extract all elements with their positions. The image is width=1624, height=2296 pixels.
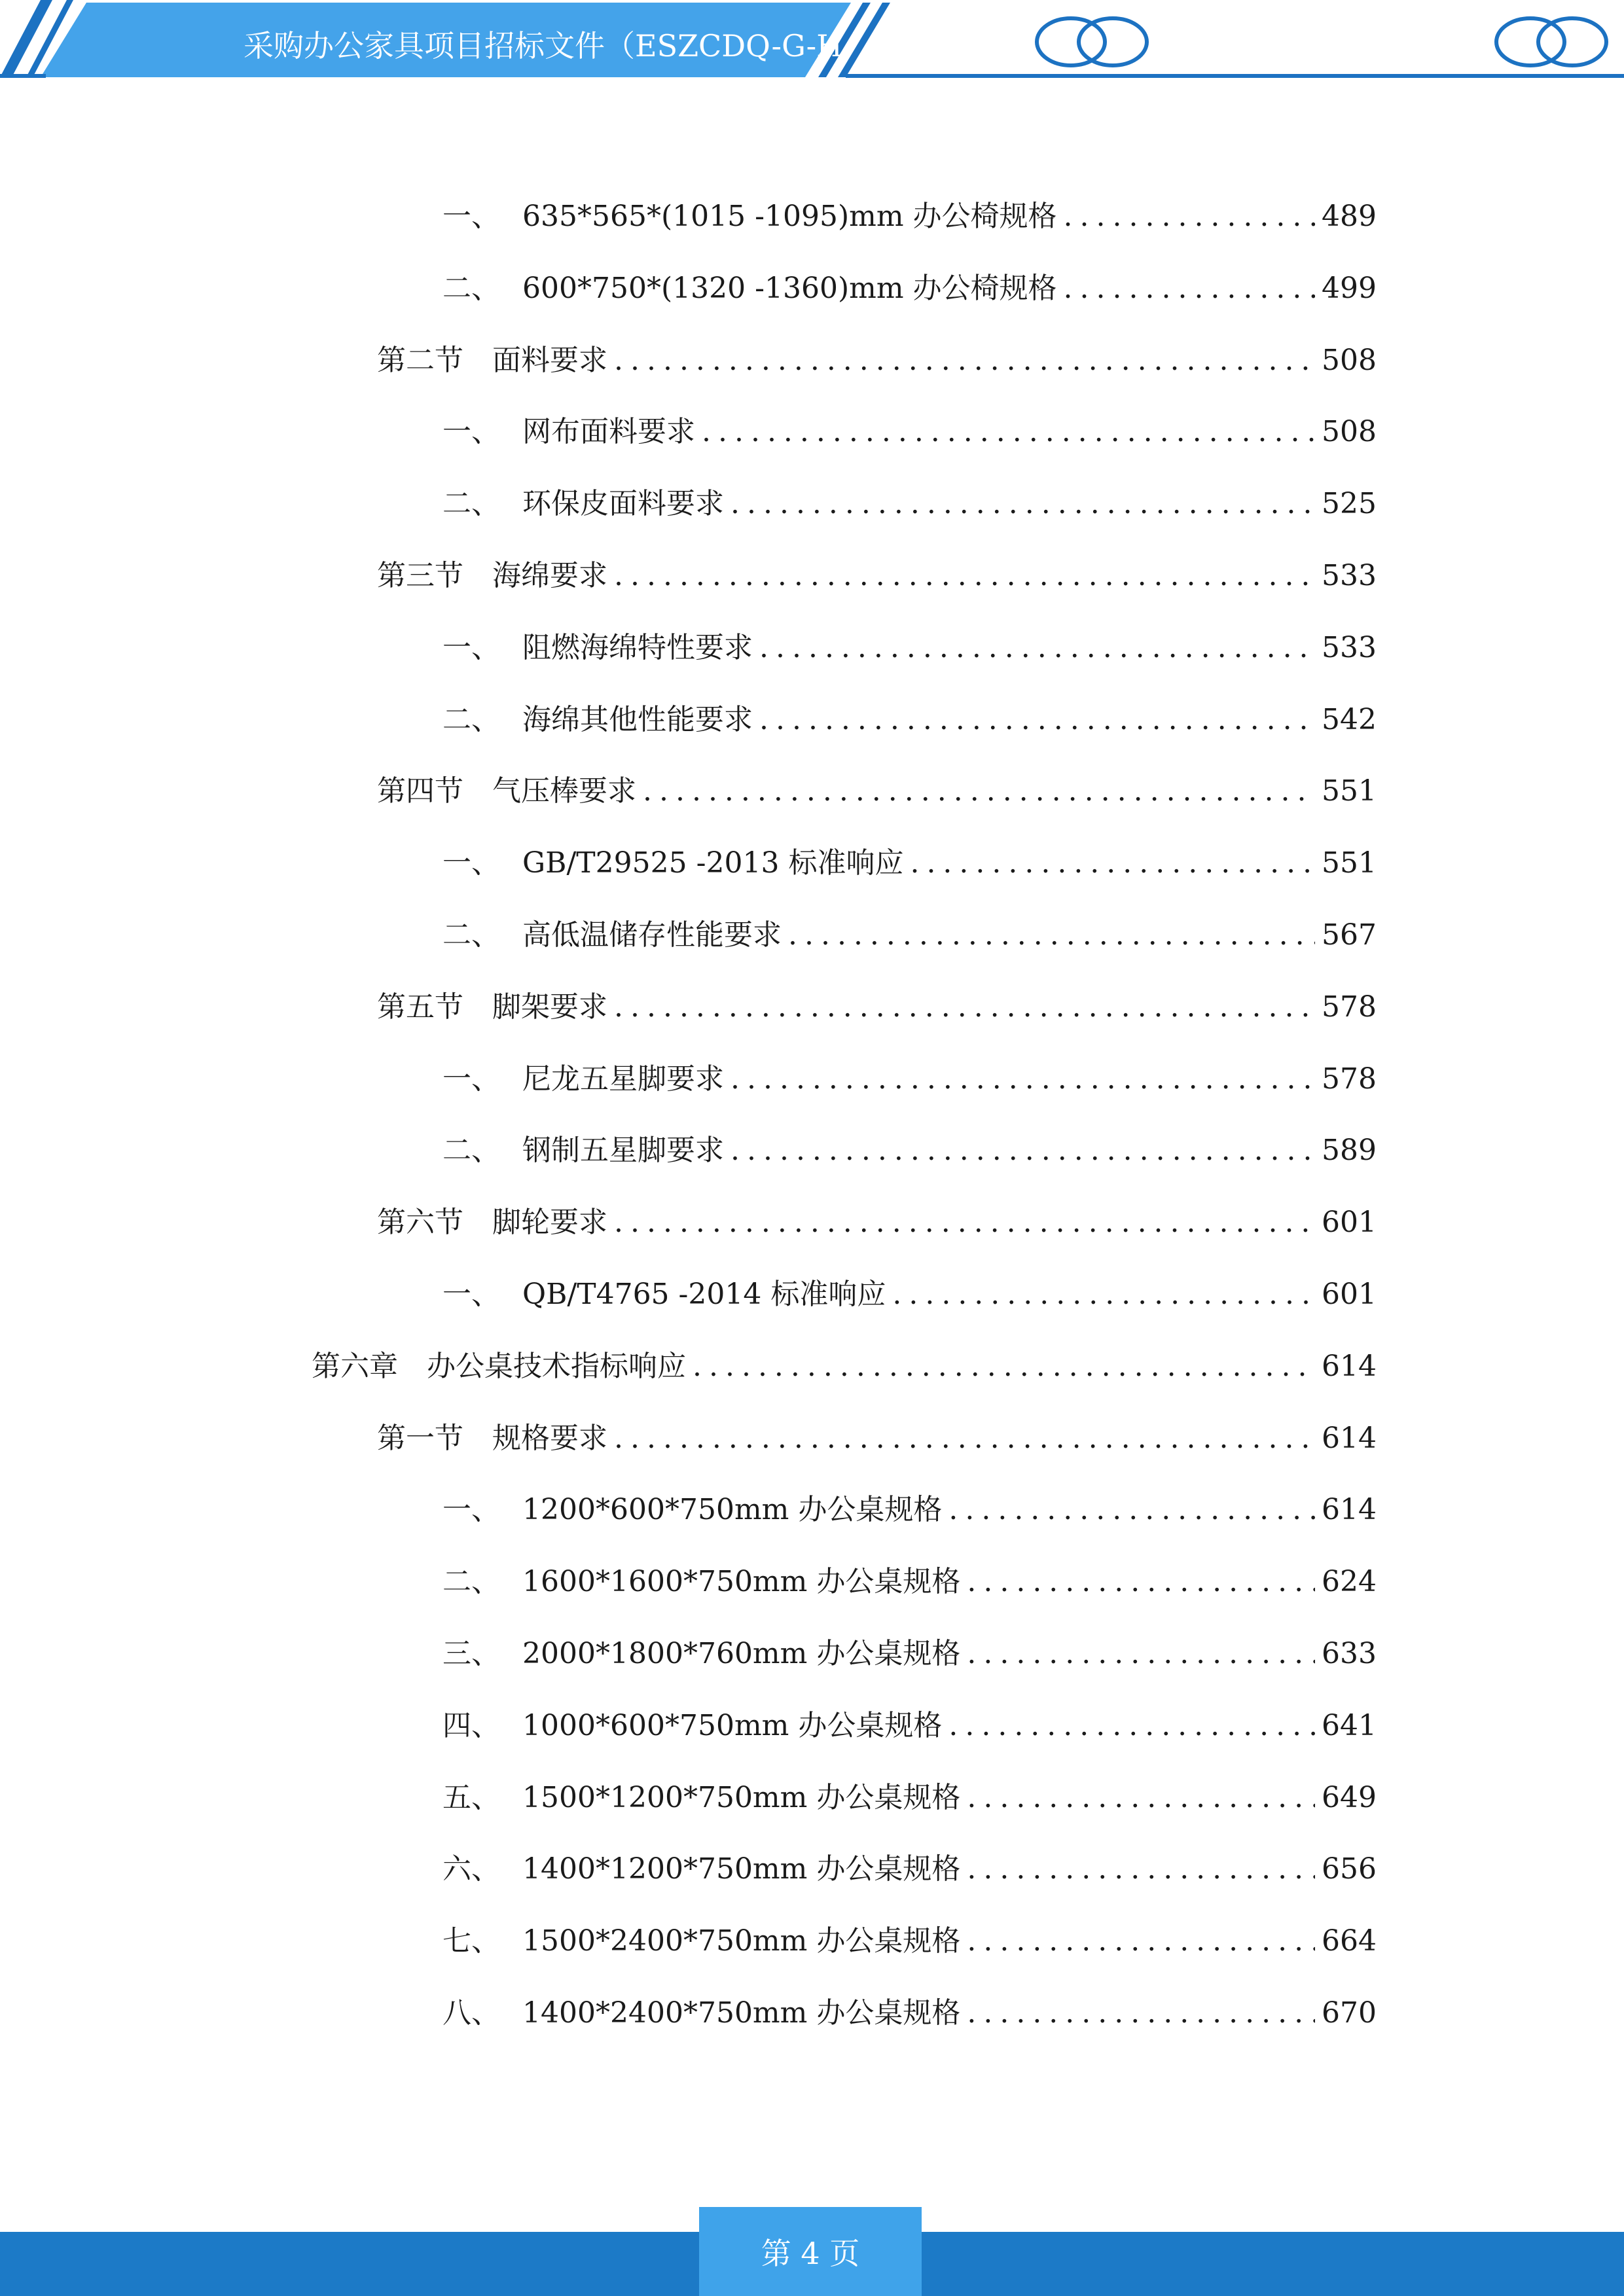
toc-entry[interactable] [442, 1272, 1377, 1318]
toc-entry-page: 601 [1322, 1278, 1377, 1311]
toc-entry[interactable] [442, 840, 1377, 886]
page-number: 第 4 页 [699, 2207, 922, 2296]
toc-entry-page: 601 [1322, 1206, 1377, 1239]
toc-entry[interactable] [442, 1990, 1377, 2036]
toc-entry[interactable] [377, 1200, 1377, 1246]
toc-entry[interactable] [442, 194, 1377, 240]
toc-entry-page: 656 [1322, 1852, 1377, 1886]
toc-entry[interactable] [377, 984, 1377, 1030]
header-title: 采购办公家具项目招标文件（ESZCDQ-G-H [244, 28, 843, 63]
toc-entry[interactable] [442, 1703, 1377, 1749]
toc-entry-title: 600*750*(1320 -1360)mm 办公椅规格 [522, 272, 1057, 305]
toc-dot-leader [910, 840, 1315, 886]
toc-dot-leader [948, 1703, 1315, 1749]
toc-entry-title: 1500*1200*750mm 办公桌规格 [522, 1781, 961, 1814]
toc-entry-title: QB/T4765 -2014 标准响应 [522, 1278, 886, 1311]
toc-entry-number: 二、 [442, 1565, 500, 1598]
toc-entry-number: 一、 [442, 200, 500, 233]
toc-dot-leader [967, 1631, 1315, 1677]
toc-entry-title: 1400*1200*750mm 办公桌规格 [522, 1852, 961, 1886]
toc-entry-title: 网布面料要求 [522, 415, 695, 448]
toc-entry[interactable] [442, 1128, 1377, 1174]
toc-entry-number: 一、 [442, 631, 500, 664]
toc-entry-title: 脚轮要求 [492, 1206, 607, 1239]
toc-entry-title: 1000*600*750mm 办公桌规格 [522, 1709, 943, 1742]
toc-entry-number: 第五节 [377, 990, 463, 1024]
toc-dot-leader [967, 1559, 1315, 1605]
toc-entry[interactable] [442, 409, 1377, 455]
toc-dot-leader [614, 1200, 1315, 1246]
toc-dot-leader [759, 625, 1315, 671]
toc-entry-title: 1200*600*750mm 办公桌规格 [522, 1493, 943, 1526]
toc-entry-title: 海绵其他性能要求 [522, 703, 753, 736]
toc-entry-page: 508 [1322, 415, 1377, 448]
toc-entry[interactable] [442, 1918, 1377, 1964]
toc-entry-title: 高低温储存性能要求 [522, 918, 782, 952]
toc-entry-title: GB/T29525 -2013 标准响应 [522, 846, 904, 880]
toc-entry-page: 489 [1322, 200, 1377, 233]
toc-dot-leader [614, 984, 1315, 1030]
toc-dot-leader [892, 1272, 1315, 1318]
toc-entry-page: 614 [1322, 1493, 1377, 1526]
toc-entry[interactable] [377, 553, 1377, 599]
toc-dot-leader [759, 697, 1315, 743]
toc-entry-number: 第三节 [377, 559, 463, 592]
toc-entry-title: 钢制五星脚要求 [522, 1134, 724, 1167]
toc-dot-leader [967, 1990, 1315, 2036]
toc-entry-page: 533 [1322, 559, 1377, 592]
toc-dot-leader [614, 553, 1315, 599]
toc-dot-leader [702, 409, 1315, 455]
toc-entry-page: 649 [1322, 1781, 1377, 1814]
toc-entry-page: 525 [1322, 487, 1377, 520]
toc-entry[interactable] [442, 697, 1377, 743]
toc-dot-leader [614, 1416, 1315, 1462]
toc-entry-number: 二、 [442, 487, 500, 520]
toc-entry-title: 规格要求 [492, 1422, 607, 1455]
toc-dot-leader [967, 1846, 1315, 1892]
toc-dot-leader [643, 768, 1315, 814]
toc-entry[interactable] [377, 338, 1377, 384]
toc-entry-title: 办公桌技术指标响应 [427, 1350, 686, 1383]
toc-dot-leader [1064, 194, 1315, 240]
toc-entry[interactable] [442, 1056, 1377, 1102]
toc-dot-leader [1064, 266, 1315, 312]
toc-dot-leader [614, 338, 1315, 384]
toc-entry-number: 五、 [442, 1781, 500, 1814]
toc-entry-number: 第六节 [377, 1206, 463, 1239]
toc-entry-page: 641 [1322, 1709, 1377, 1742]
toc-entry-title: 阻燃海绵特性要求 [522, 631, 753, 664]
toc-entry[interactable] [442, 625, 1377, 671]
toc-entry-number: 三、 [442, 1637, 500, 1670]
toc-entry-number: 第四节 [377, 774, 463, 808]
toc-entry-title: 1400*2400*750mm 办公桌规格 [522, 1996, 961, 2030]
toc-entry-number: 一、 [442, 1493, 500, 1526]
toc-entry-page: 614 [1322, 1422, 1377, 1455]
toc-entry-title: 面料要求 [492, 344, 607, 377]
toc-entry-number: 八、 [442, 1996, 500, 2030]
toc-entry-page: 533 [1322, 631, 1377, 664]
toc-entry-page: 633 [1322, 1637, 1377, 1670]
toc-entry-number: 一、 [442, 1278, 500, 1311]
toc-entry[interactable] [377, 1416, 1377, 1462]
toc-entry-page: 567 [1322, 918, 1377, 952]
toc-dot-leader [788, 912, 1315, 958]
toc-entry-number: 四、 [442, 1709, 500, 1742]
toc-entry[interactable] [442, 1846, 1377, 1892]
toc-entry-number: 二、 [442, 272, 500, 305]
toc-entry[interactable] [442, 1631, 1377, 1677]
toc-entry[interactable] [442, 1559, 1377, 1605]
toc-entry-number: 第六章 [312, 1350, 398, 1383]
toc-entry-title: 2000*1800*760mm 办公桌规格 [522, 1637, 961, 1670]
toc-dot-leader [967, 1775, 1315, 1821]
toc-entry-page: 578 [1322, 990, 1377, 1024]
toc-entry-page: 670 [1322, 1996, 1377, 2030]
toc-entry-number: 二、 [442, 1134, 500, 1167]
toc-entry-page: 664 [1322, 1924, 1377, 1958]
toc-entry-title: 尼龙五星脚要求 [522, 1062, 724, 1096]
toc-entry-page: 578 [1322, 1062, 1377, 1096]
toc-entry[interactable] [442, 266, 1377, 312]
toc-entry[interactable] [377, 768, 1377, 814]
toc-entry[interactable] [442, 1487, 1377, 1533]
toc-entry-title: 气压棒要求 [492, 774, 636, 808]
toc-entry[interactable] [442, 1775, 1377, 1821]
toc-entry-number: 一、 [442, 1062, 500, 1096]
toc-entry[interactable] [442, 912, 1377, 958]
toc-entry-page: 551 [1322, 774, 1377, 808]
toc-entry-page: 499 [1322, 272, 1377, 305]
toc-dot-leader [731, 1056, 1315, 1102]
toc-entry-title: 海绵要求 [492, 559, 607, 592]
toc-dot-leader [731, 481, 1315, 527]
toc-entry-page: 624 [1322, 1565, 1377, 1598]
toc-entry-number: 二、 [442, 703, 500, 736]
toc-entry-page: 589 [1322, 1134, 1377, 1167]
toc-entry-title: 635*565*(1015 -1095)mm 办公椅规格 [522, 200, 1057, 233]
toc-dot-leader [967, 1918, 1315, 1964]
toc-entry[interactable] [312, 1344, 1377, 1390]
toc-entry-page: 508 [1322, 344, 1377, 377]
toc-entry-number: 七、 [442, 1924, 500, 1958]
toc-entry-page: 551 [1322, 846, 1377, 880]
toc-dot-leader [948, 1487, 1315, 1533]
toc-entry-title: 1500*2400*750mm 办公桌规格 [522, 1924, 961, 1958]
toc-entry-page: 542 [1322, 703, 1377, 736]
toc-entry-page: 614 [1322, 1350, 1377, 1383]
toc-entry-title: 脚架要求 [492, 990, 607, 1024]
toc-entry[interactable] [442, 481, 1377, 527]
toc-entry-number: 一、 [442, 415, 500, 448]
toc-entry-title: 1600*1600*750mm 办公桌规格 [522, 1565, 961, 1598]
toc-entry-title: 环保皮面料要求 [522, 487, 724, 520]
toc-entry-number: 二、 [442, 918, 500, 952]
toc-dot-leader [693, 1344, 1315, 1390]
toc-entry-number: 第一节 [377, 1422, 463, 1455]
toc-entry-number: 一、 [442, 846, 500, 880]
toc-entry-number: 第二节 [377, 344, 463, 377]
toc-entry-number: 六、 [442, 1852, 500, 1886]
toc-dot-leader [731, 1128, 1315, 1174]
